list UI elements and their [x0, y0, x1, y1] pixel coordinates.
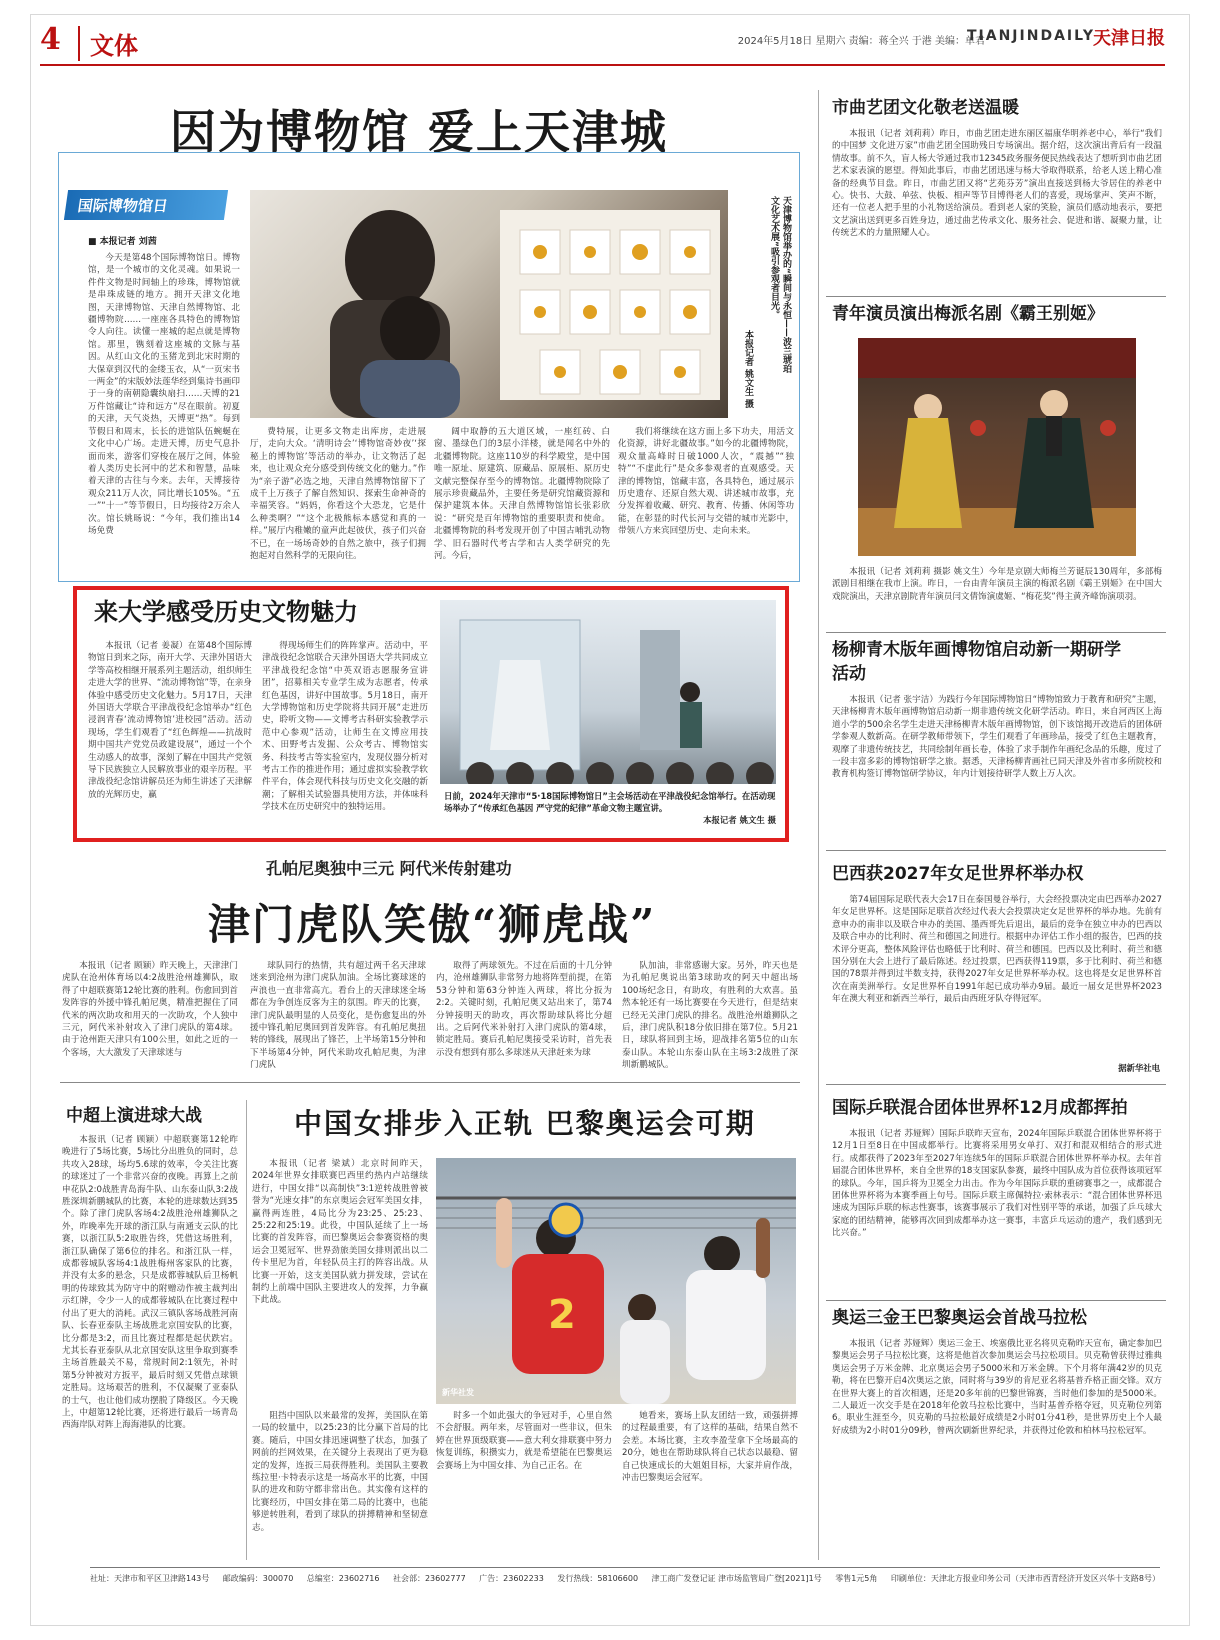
- volleyball-col-2: 阻挡中国队以来最常的发挥，美国队在第一局的较量中，以25:23的比分赢下首局的比赛。随后，中国女排迅速调整了状态，加强了网前的拦网效果，在关键分上表现出了更为稳定的发挥，连扳三局获得胜利。美国队主要教练拉里·卡特表示这是一场高水平的比赛，中国队的进攻和防守都非常出色。其实像有这样的比赛经历，中国女排在第二局的比赛中，也能够逆转胜利，看到了球队的拼搏精神和坚韧意志。: [252, 1411, 428, 1533]
- university-headline: 来大学感受历史文物魅力: [94, 597, 358, 626]
- museum-headline: 因为博物馆 爱上天津城: [170, 105, 669, 159]
- tigers-headline: 津门虎队笑傲“狮虎战”: [208, 900, 657, 949]
- footer-editorial: 总编室：23602716: [306, 1573, 380, 1583]
- university-photo-caption: 日前，2024年天津市“5·18国际博物馆日”主会场活动在平津战役纪念馆举行。在活动现场举办了“传承红色基因 严守党的纪律”革命文物主题宣讲。: [444, 791, 776, 813]
- sidebar-story-6-text: 本报讯（记者 苏娅辉）奥运三金王、埃塞俄比亚名将贝克勒昨天宣布，确定参加巴黎奥运会男子马拉松比赛，这将是他首次参加奥运会马拉松项目。贝克勒曾获得过雅典奥运会男子万米金牌、北京奥运会男子5000米和万米金牌。下个月将年满42岁的贝克勒，将在巴黎开启4次奥运之旅，同时将与39岁的肯尼亚名将基普乔格正面交锋。双方在世界大赛上的首次相遇，还是20多年前的巴黎世锦赛，当时他们参加的是5000米。二人最近一次交手是在2018年伦敦马拉松比赛中，当时基普乔格夺冠，贝克勒位列第6。职业生涯至今，贝克勒的马拉松最好成绩是2小时01分41秒，是世界历史上个人最好成绩为2小时01分09秒，曾两次刷新世界纪录，并获得过伦敦和柏林马拉松冠军。: [832, 1339, 1162, 1436]
- sidebar-story-1-text: 本报讯（记者 刘莉莉）昨日，市曲艺团走进东丽区福康华明养老中心，举行“我们的中国梦 文化进万家”市曲艺团全国助残日专场演出。据介绍，这次演出背后有一段温情故事。前不久，盲人杨大爷通过我市12345政务服务便民热线表达了想听到市曲艺团艺术家表演的愿望。得知此事后，市曲艺团迅速与杨大爷取得联系，给老人送上精心准备的经典节目盘。昨日，市曲艺团又将“艺苑芬芳”演出直接送到杨大爷居住的养老中心。快书、大鼓、单弦、快板、相声等节目博得老人们的喜爱，现场掌声、笑声不断，还有一位老人把手里的小礼物送给演员。看到老人家的笑脸，演员们感动地表示，要把文艺演出送到更多百姓身边，通过曲艺传承文化、服务社会、促进和谐、凝聚力量，让传统艺术的力量照耀人心。: [832, 129, 1162, 239]
- svg-text:2: 2: [548, 1292, 576, 1338]
- newspaper-logo: 天津日报: [1093, 28, 1165, 49]
- csl-headline: 中超上演进球大战: [66, 1106, 202, 1126]
- opera-performance-illustration: [858, 338, 1136, 556]
- footer-distribution: 发行热线：58106600: [557, 1573, 639, 1583]
- sidebar-story-4-text: 第74届国际足联代表大会17日在泰国曼谷举行，大会经投票决定由巴西举办2027年女足世界杯。这是国际足联首次经过代表大会投票决定女足世界杯的举办地。先前有意申办的南非以及联合申办的美国、墨西哥先后退出，最后的竞争在独立申办的巴西以及联合申办的比利时、荷兰和德国之间进行。根据申办评估工作小组的报告，巴西的技术评分更高，整体风险评估也略低于比利时、荷兰和德国。巴西以及比利时、荷兰和德国分别在大会上进行了最后陈述。经过投票，巴西获得119票，多于比利时、荷兰和德国的78票并得到过半数支持，获得2027年女足世界杯举办权。这也将是女足世界杯首次在南美洲举行。女足世界杯自1991年起已成功举办9届。最近一届女足世界杯2023年在澳大利亚和新西兰举行，最后由西班牙队夺得冠军。: [832, 895, 1162, 1005]
- footer-ad: 广告：23602233: [479, 1573, 544, 1583]
- university-photo-credit: 本报记者 姚文生 摄: [703, 815, 776, 825]
- opera-stage-photo: [858, 338, 1136, 556]
- sidebar-story-2-text: 本报讯（记者 刘莉莉 摄影 姚文生）今年是京剧大师梅兰芳诞辰130周年，多部梅派剧目相继在我市上演。昨日，一台由青年演员主演的梅派名剧《霸王别姬》在中国大戏院演出，天津京剧院青年演员闫文倩饰演虞姬、“梅花奖”得主黄齐峰饰演项羽。: [832, 567, 1162, 602]
- footer-price: 零售1元5角: [835, 1573, 878, 1583]
- page-number: 4: [40, 22, 61, 57]
- divider: [826, 1300, 1166, 1301]
- divider: [826, 296, 1166, 297]
- sidebar-story-4-title: 巴西获2027年女足世界杯举办权: [832, 864, 1084, 884]
- divider: [826, 1084, 1166, 1085]
- volleyball-headline: 中国女排步入正轨 巴黎奥运会可期: [294, 1107, 756, 1140]
- amber-exhibit-photo: [250, 190, 728, 418]
- university-col-1: 本报讯（记者 姜凝）在第48个国际博物馆日到来之际，南开大学、天津外国语大学等高校相继开展系列主题活动，组织师生走进大学的世界、“流动博物馆”等，在亲身体验中感受历史文化魅力。5月17日，天津外国语大学联合平津战役纪念馆举办“红色浸润青春‘流动博物馆’进校园”活动。活动现场，学生们观看了“红色辉煌——抗战时期中国共产党党员政建设展”，通过一个个生动感人的故事，深刻了解在中国共产党领导下民族独立人民解放事业的艰辛历程。平津战役纪念馆讲解员还为师生讲述了天津解放的光辉历史，赢: [88, 641, 252, 800]
- memorial-hall-illustration: [440, 600, 776, 784]
- tigers-col-3: 取得了两球领先。不过在后面的十几分钟内，沧州雄狮队非常努力地将阵型前提，在第53分钟和第63分钟连入两球，将比分扳为2:2。关键时刻，孔帕尼奥又站出来了，第74分钟接明天的助攻，再次帮助球队将比分超出。之后阿代米补射打入津门虎队的第4球，锁定胜局。赛后孔帕尼奥接受采访时，首先表示没有想到有那么多球迷从天津赶来为球: [436, 961, 612, 1058]
- footer-address: 社址：天津市和平区卫津路143号: [90, 1573, 210, 1583]
- university-col-2: 得现场师生们的阵阵掌声。活动中，平津战役纪念馆联合天津外国语大学共同成立平津战役纪念馆“中英双语志愿服务宣讲团”，招募相关专业学生成为志愿者，传承红色基因，讲好中国故事。5月18日，南开大学博物馆和历史学院将共同开展“走进历史，聆听文物——文博考古科研实验教学示范中心参观”活动，让师生在文博应用技术、田野考古发掘、公众考古、博物馆实务、科技考古等实验室内，发现仪器分析对考古工作的推进作用；通过虚拟实验教学软件平台，体会现代科技与历史文化交融的新潮；了解相关试验器具使用方法，并体味科学技术在历史研究中的独特运用。: [262, 641, 428, 813]
- memorial-hall-photo: [440, 600, 776, 784]
- divider: [826, 850, 1166, 851]
- tigers-col-2: 球队同行的热情，共有超过两千名天津球迷来到沧州为津门虎队加油。全场比赛球迷的声浪也一直非常高亢。看台上的天津球迷全场都在为争创连反客为主的氛围。昨天的比赛，津门虎队最明显的人员变化，是伤愈复出的外援中锋孔帕尼奥回到首发阵容。有孔帕尼奥扭转的锋线，展现出了锋芒，上半场第15分钟和下半场第4分钟，阿代米助攻孔帕尼奥，为津门虎队: [250, 961, 426, 1071]
- divider: [826, 632, 1166, 633]
- footer-license: 津工商广发登记证 津市场监管局广登[2021]1号: [651, 1573, 822, 1583]
- page-header: [40, 22, 1165, 66]
- sidebar-story-6-title: 奥运三金王巴黎奥运会首战马拉松: [832, 1308, 1087, 1328]
- sidebar-story-4-credit: 据新华社电: [1118, 1063, 1160, 1073]
- tigers-col-4: 队加油，非常感谢大家。另外，昨天也是为孔帕尼奥说出第3球助攻的阿天中超出场100场纪念日，有助攻，有胜利的大欢喜。虽然本轮还有一场比赛要在今天进行，但是结束已经无关津门虎队的排名。战胜沧州雄狮队之后，津门虎队积18分依旧排在第7位。5月21日，球队将回到主场，迎战排名第5位的山东泰山队。本轮山东泰山队在主场3:2战胜了深圳新鹏城队。: [622, 961, 798, 1071]
- museum-col-1: 今天是第48个国际博物馆日。博物馆，是一个城市的文化灵魂。如果说一件件文物是时间轴上的珍珠，博物馆就是串珠成链的地方。拥开天津文化地图，天津博物馆、天津自然博物馆、北疆博物院……一座座各具特色的博物馆令人向往。读懂一座城的起点就是博物馆。那里，镌刻着这座城的文脉与基因。从红山文化的玉猪龙到北宋时期的大保章到汉代的金缕玉衣，从“一页宋书一两金”的宋版妙法莲华经到集诗书画印于一身的南朝隐囊纨扇扫……天博的21万件馆藏让“诗和远方”尽在眼前。初夏的天津，天气炎热，天博更“热”。每到节假日和周末，长长的进馆队伍蜿蜒在文化中心广场。走进天博，历史气息扑面而来，游客们穿梭在展厅之间，体验着人类历史长河中的艺术和智慧，品味着天津的古往与今来。去年，天博接待观众211万人次，同比增长105%。“五一”“十一”等节假日，日均接待2万余人次。馆长姚旸说：“今年，我们推出14场免费: [88, 253, 240, 536]
- museum-col-4: 我们将继续在这方面上多下功夫，用活文化资源，讲好北疆故事。”如今的北疆博物院，观众量高峰时日破1000人次，“震撼”“独特”“不虚此行”是众多参观者的直观感受。天津的博物馆，馆藏丰富，各具特色，通过展示历史遗存、还原自然大观、讲述城市故事，充分发挥着收藏、研究、教育、传播、休闲等功能，在彰显的时代长河与交错的城市光影中，带领八方来宾回望历史、走向未来。: [618, 427, 794, 537]
- sidebar-story-1-title: 市曲艺团文化敬老送温暖: [832, 98, 1019, 118]
- section-name: 文体: [78, 26, 138, 61]
- museum-day-tag: 国际博物馆日: [64, 190, 228, 220]
- volleyball-col-3: 时多一个如此强大的争冠对手，心里自然不会舒服。两年来，尽管面对一些非议，但朱婷在世界顶级联赛——意大利女排联赛中努力恢复训练，积攒实力，就是希望能在巴黎奥运会赛场上为中国女排、为自己正名。在: [436, 1411, 612, 1471]
- brand-name: TIANJINDAILY: [967, 28, 1095, 44]
- museum-photo-credit: 本报记者 姚文生 摄: [743, 330, 753, 409]
- sidebar-story-2-title: 青年演员演出梅派名剧《霸王别姬》: [832, 304, 1104, 324]
- museum-col-3: 阔中取静的五大道区域，一座红砖、白窗、墨绿色门的3层小洋楼，就是闻名中外的北疆博物院。这座110岁的科学殿堂，是中国唯一原址、原建筑、原藏品、原展柜、原历史文献完整保存至今的博物馆。北疆博物院除了展示珍贵藏品外，主要任务是研究馆藏资源和保护建筑本体。天津自然博物馆馆长张彩欣说：“研究是百年博物馆的重要职责和使命。北疆博物院的科考发现开创了中国古哺乳动物学、旧石器时代考古学和古人类学研究的先河。今后，: [434, 427, 610, 562]
- volleyball-photo-credit: 新华社发: [442, 1388, 474, 1397]
- sidebar-divider: [818, 90, 819, 1560]
- volleyball-match-illustration: [436, 1158, 796, 1404]
- museum-photo-caption: 天津博物馆举办的“瞬间与永恒——波兰琥珀文化艺术展”吸引参观者目光。: [769, 196, 791, 373]
- sidebar-story-5-text: 本报讯（记者 苏娅辉）国际乒联昨天宣布，2024年国际乒联混合团体世界杯将于12月1日至8日在中国成都举行。比赛将采用男女单打、双打和混双相结合的形式进行。成都获得了2023年至2027年连续5年的国际乒联混合团体世界杯举办权。去年首届混合团体世界杯，来自全世界的18支国家队参赛，最终中国队成为首位获得该项冠军的球队。今年，国乒将为卫冕全力出击。作为今年国际乒联的重磅赛事之一，成都混合团体世界杯将为本赛季画上句号。国际乒联主席佩特拉·索林表示：“混合团体世界杯迅速成为国际乒联的标志性赛事，该赛事展示了我们对性别平等的承诺，加强了乒乓球大家庭的团结精神，能够再次回到成都举办这一赛事，丰富乒乓运动的遗产，我们感到无比兴奋。”: [832, 1129, 1162, 1239]
- volleyball-photo: [436, 1158, 796, 1404]
- sidebar-story-5-title: 国际乒联混合团体世界杯12月成都挥拍: [832, 1098, 1128, 1118]
- csl-article: 本报讯（记者 顾颖）中超联赛第12轮昨晚进行了5场比赛，5场比分出胜负的同时，总共攻入28球，场均5.6球的效率，令关注比赛的球迷过了一个非常兴奋的夜晚。再算上之前申花队2:0战胜青岛海牛队、山东泰山队3:2战胜深圳新鹏城队的比赛，本轮的进球数达到35个。除了津门虎队客场4:2战胜沧州雄狮队之外，昨晚率先开球的浙江队与南通支云队的比赛，以浙江队5:2取胜告终，凭借这场胜利，浙江队确保了第6位的排名。和浙江队一样，成都蓉城队客场4:1战胜梅州客家队的比赛，并没有太多的悬念，只是成都蓉城队后卫杨帆明的传球致其为防守中的附赠动作被主裁判出示红牌，令少一人的成都蓉城队在比赛过程中付出了更大的消耗。武汉三镇队客场战胜河南队、长春亚泰队主场战胜北京国安队的比赛，比分都是3:2，而且比赛过程都是起伏跌宕。尤其长春亚泰队从北京国安队这里争取到赛季主场首胜最关不易，常规时间2:1领先，补时第5分钟被对方扳平，最后时刻又凭借点球锁定胜局。这场艰苦的胜利，不仅凝聚了亚泰队的士气，也让他们成功摆脱了降级区。今天晚上，中超第12轮比赛，还将进行最后一场青岛西海岸队对阵上海海港队的比赛。: [62, 1135, 238, 1431]
- sidebar-story-3-title: 杨柳青木版年画博物馆启动新一期研学活动: [832, 640, 1121, 684]
- footer-printer: 印刷单位：天津北方报业印务公司（天津市西青经济开发区兴华十支路8号）: [890, 1573, 1160, 1583]
- footer-postcode: 邮政编码：300070: [222, 1573, 294, 1583]
- museum-col-2: 费特展，让更多文物走出库房，走进展厅，走向大众。‘清明诗会’‘博物馆奇妙夜’‘探秘上的博物馆’等活动的举办，让文物活了起来，也让观众充分感受到传统文化的魅力。”作为“亲子游”必选之地，天津自然博物馆留下了成千上万孩子了解自然知识、探索生命神奇的幸福笑容。“妈妈，你看这个大恐龙，它是什么种类啊？”“这个北极熊标本感觉和真的一样。”展厅内稚嫩的童声此起彼伏，孩子们兴奋不已，在一场场奇妙的自然之旅中，孩子们拥抱起对自然科学的无限向往。: [250, 427, 426, 562]
- museum-byline: ■ 本报记者 刘茜: [88, 237, 157, 247]
- tigers-kicker: 孔帕尼奥独中三元 阿代米传射建功: [266, 859, 512, 878]
- divider: [60, 1082, 800, 1083]
- column-divider: [246, 1100, 247, 1560]
- footer-society: 社会部：23602777: [392, 1573, 466, 1583]
- tigers-col-1: 本报讯（记者 顾颖）昨天晚上，天津津门虎队在沧州体育场以4:2战胜沧州雄狮队，取得了中超联赛第12轮比赛的胜利。伤愈回到首发阵容的外援中锋孔帕尼奥，精准把握住了同代米的两次助攻和用天的一次助攻，个人独中三元，阿代米补射攻入了津门虎队的第4球。由于沧州距天津只有100公里，如此之近的一个客场，大大激发了天津球迷与: [62, 961, 238, 1058]
- issue-info: 2024年5月18日 星期六 责编：蒋全兴 于港 美编：单君: [737, 36, 985, 47]
- amber-exhibit-illustration: [250, 190, 728, 418]
- sidebar-story-3-text: 本报讯（记者 张宇洁）为践行今年国际博物馆日“博物馆致力于教育和研究”主题，天津杨柳青木版年画博物馆启动新一期非遗传统文化研学活动。昨日，来自河西区上海道小学的500余名学生走进天津杨柳青木版年画博物馆，创下该馆揭开改造后的团体研学参观人数新高。在研学教师带领下，学生们观看了年画珍品，接受了红色主题教育，观摩了非遗传统技艺，共同绘制年画长卷，体验了求手制作年画纪念品的乐趣，度过了一段丰富多彩的博物馆研学之旅。据悉，天津杨柳青画社已同天津及外省市多所院校和教育机构签订博物馆研学协议，年内计划接待研学人数上万人次。: [832, 695, 1162, 780]
- page-footer: [90, 1567, 1160, 1585]
- volleyball-col-4: 她看来，赛场上队友团结一致，顽强拼搏的过程最重要，有了这样的基础，结果自然不会差。本场比赛，主攻李盈莹拿下全场最高的20分，她也在帮助球队将自己状态以最稳、留自己快速成长的大姐姐目标，大家并肩作战，冲击巴黎奥运会冠军。: [622, 1411, 798, 1484]
- volleyball-col-1: 本报讯（记者 梁斌）北京时间昨天，2024年世界女排联赛巴西里约热内卢站继续进行，中国女排“以高制快”3:1逆转战胜曾被誉为“光速女排”的东京奥运会冠军美国女排，赢得两连胜，4局比分为23:25、25:23、25:22和25:19。此役，中国队延续了上一场比赛的首发阵容，而巴黎奥运会参赛资格的奥运会卫冕冠军、世界劲旅美国女排则派出以二传卡里尼为首，年轻队员主打的阵容出战。从比赛一开始，这支美国队就力拼发球，尝试在制约上前端中国队主要进攻人的发挥，力争赢下此战。: [252, 1159, 428, 1306]
